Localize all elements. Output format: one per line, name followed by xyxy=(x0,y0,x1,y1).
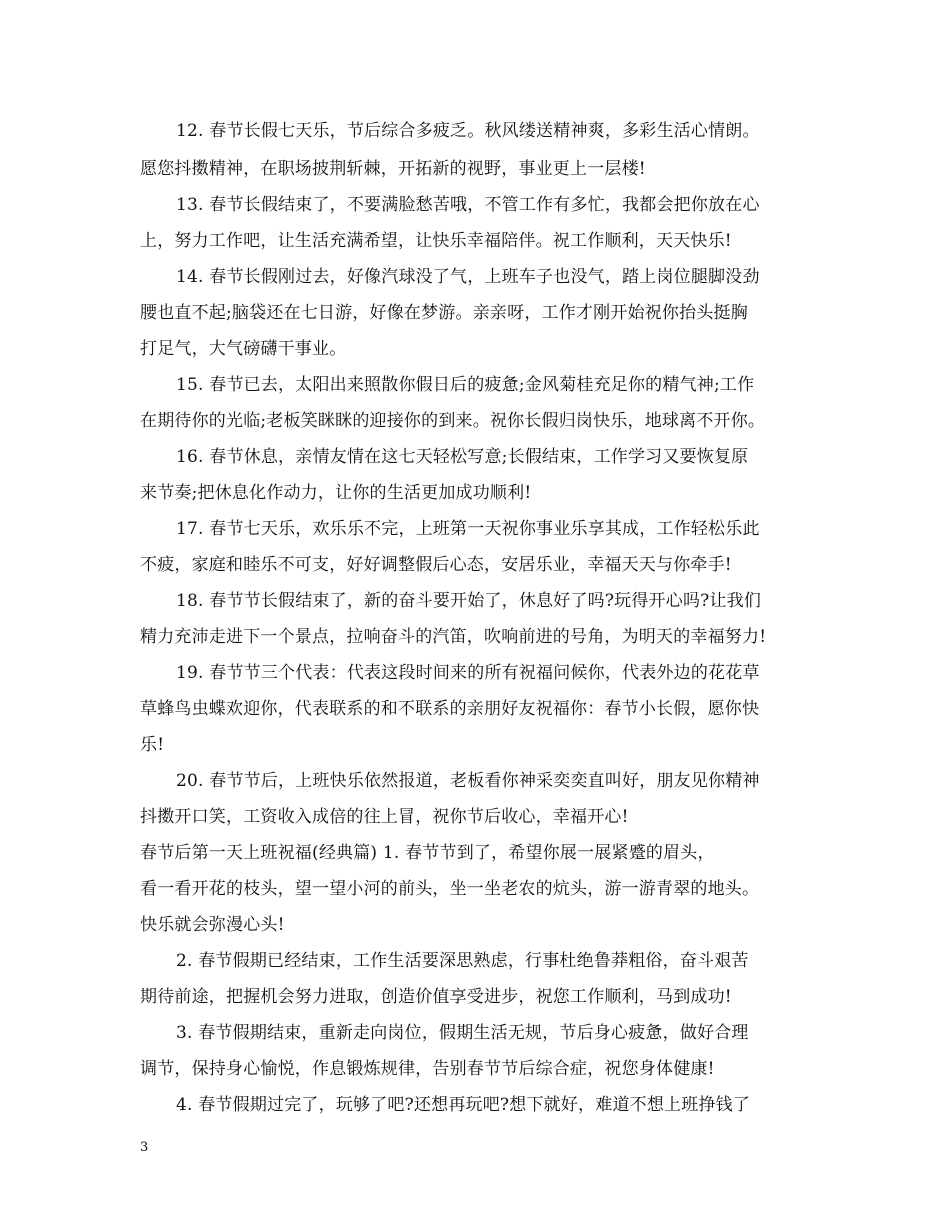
paragraph-line: 愿您抖擞精神，在职场披荆斩棘，开拓新的视野，事业更上一层楼! xyxy=(140,159,646,179)
paragraph-line: 来节奏;把休息化作动力，让你的生活更加成功顺利! xyxy=(140,483,532,503)
paragraph-line: 18. 春节节长假结束了，新的奋斗要开始了，休息好了吗?玩得开心吗?让我们 xyxy=(176,591,762,611)
paragraph-line: 15. 春节已去，太阳出来照散你假日后的疲惫;金风菊桂充足你的精气神;工作 xyxy=(176,375,755,395)
paragraph-line: 期待前途，把握机会努力进取，创造价值享受进步，祝您工作顺利，马到成功! xyxy=(140,987,732,1007)
paragraph-line: 精力充沛走进下一个景点，拉响奋斗的汽笛，吹响前进的号角，为明天的幸福努力! xyxy=(140,627,767,647)
paragraph-line: 打足气，大气磅礴干事业。 xyxy=(140,339,347,359)
paragraph-line: 20. 春节节后，上班快乐依然报道，老板看你神采奕奕直叫好，朋友见你精神 xyxy=(176,771,760,791)
paragraph-line: 12. 春节长假七天乐，节后综合多疲乏。秋风缕送精神爽，多彩生活心情朗。 xyxy=(176,121,760,141)
paragraph-line: 13. 春节长假结束了，不要满脸愁苦哦，不管工作有多忙，我都会把你放在心 xyxy=(176,195,760,215)
paragraph-line: 腰也直不起;脑袋还在七日游，好像在梦游。亲亲呀，工作才刚开始祝你抬头挺胸 xyxy=(140,303,748,323)
paragraph-line: 3. 春节假期结束，重新走向岗位，假期生活无规，节后身心疲惫，做好合理 xyxy=(176,1023,749,1043)
paragraph-line: 14. 春节长假刚过去，好像汽球没了气，上班车子也没气，踏上岗位腿脚没劲 xyxy=(176,267,760,287)
paragraph-line: 抖擞开口笑，工资收入成倍的往上冒，祝你节后收心，幸福开心! xyxy=(140,807,629,827)
paragraph-line: 春节后第一天上班祝福(经典篇) 1. 春节节到了，希望你展一展紧蹙的眉头， xyxy=(140,843,715,863)
paragraph-line: 17. 春节七天乐，欢乐乐不完，上班第一天祝你事业乐享其成，工作轻松乐此 xyxy=(176,519,760,539)
paragraph-line: 上，努力工作吧，让生活充满希望，让快乐幸福陪伴。祝工作顺利，天天快乐! xyxy=(140,231,732,251)
paragraph-line: 调节，保持身心愉悦，作息锻炼规律，告别春节节后综合症，祝您身体健康! xyxy=(140,1059,715,1079)
paragraph-line: 2. 春节假期已经结束，工作生活要深思熟虑，行事杜绝鲁莽粗俗，奋斗艰苦 xyxy=(176,951,749,971)
paragraph-line: 16. 春节休息，亲情友情在这七天轻松写意;长假结束，工作学习又要恢复原 xyxy=(176,447,749,467)
paragraph-line: 4. 春节假期过完了，玩够了吧?还想再玩吧?想下就好，难道不想上班挣钱了 xyxy=(176,1095,751,1115)
paragraph-line: 快乐就会弥漫心头! xyxy=(140,915,285,935)
paragraph-line: 乐! xyxy=(140,735,165,755)
paragraph-line: 草蜂鸟虫蝶欢迎你，代表联系的和不联系的亲朋好友祝福你：春节小长假，愿你快 xyxy=(140,699,760,719)
paragraph-line: 19. 春节节三个代表：代表这段时间来的所有祝福问候你，代表外边的花花草 xyxy=(176,663,760,683)
page-number: 3 xyxy=(140,1140,149,1155)
paragraph-line: 看一看开花的枝头，望一望小河的前头，坐一坐老农的炕头，游一游青翠的地头。 xyxy=(140,879,760,899)
paragraph-line: 不疲，家庭和睦乐不可支，好好调整假后心态，安居乐业，幸福天天与你牵手! xyxy=(140,555,732,575)
paragraph-line: 在期待你的光临;老板笑眯眯的迎接你的到来。祝你长假归岗快乐，地球离不开你。 xyxy=(140,411,766,431)
